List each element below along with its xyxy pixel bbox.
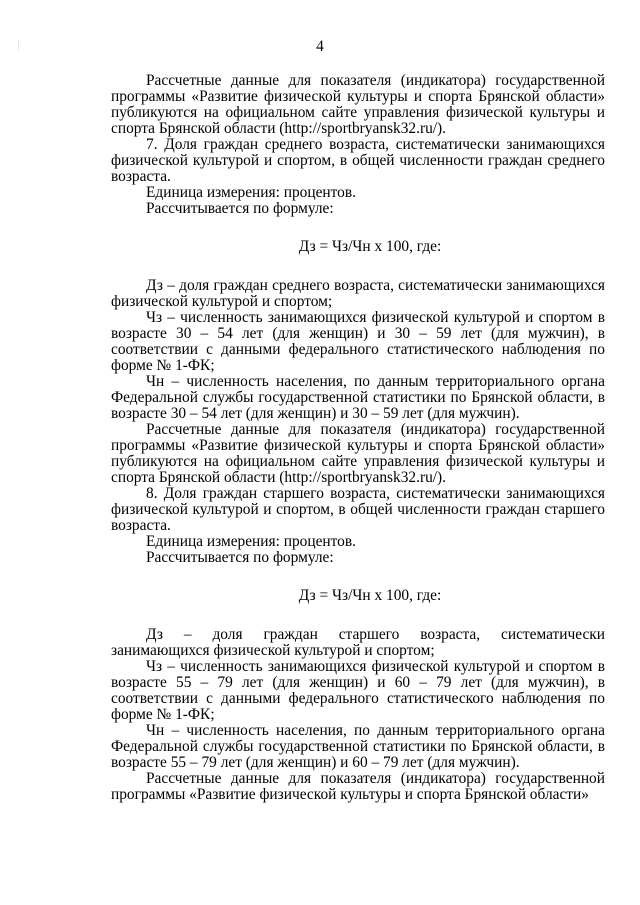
paragraph-unit: Единица измерения: процентов. [146, 184, 356, 201]
formula-2: Дз = Чз/Чн х 100, где: [298, 587, 442, 604]
paragraph-data-publication: Рассчетные данные для показателя (индикатора) государственной программы «Развитие физической культуры и спорта Брянской области» публикуются на официальном сайте управления физической культуры и спорта Брянской области (http://sportbryansk32.ru/). [111, 72, 605, 137]
paragraph-dz-definition: Дз – доля граждан старшего возраста, систематически занимающихся физической культурой и спортом; [111, 626, 605, 659]
document-body [111, 73, 605, 803]
paragraph-indicator-7: 7. Доля граждан среднего возраста, систематически занимающихся физической культурой и спортом, в общей численности граждан среднего возраста. [111, 136, 605, 185]
paragraph-data-publication: Рассчетные данные для показателя (индикатора) государственной программы «Развитие физической культуры и спорта Брянской области» публикуются на официальном сайте управления физической культуры и спорта Брянской области (http://sportbryansk32.ru/). [111, 421, 605, 486]
spacer [111, 566, 605, 588]
paragraph-formula-intro: Рассчитывается по формуле: [146, 549, 334, 566]
spacer [111, 604, 605, 627]
paragraph-unit: Единица измерения: процентов. [146, 533, 356, 550]
spacer [111, 217, 605, 239]
page-number: 4 [316, 38, 324, 55]
paragraph-chn-definition: Чн – численность населения, по данным территориального органа Федеральной службы государственной статистики по Брянской области, в возрасте 55 – 79 лет (для женщин) и 60 – 79 лет (для мужчин). [111, 722, 605, 771]
paragraph-chn-definition: Чн – численность населения, по данным территориального органа Федеральной службы государственной статистики по Брянской области, в возрасте 30 – 54 лет (для женщин) и 30 – 59 лет (для мужчин). [111, 373, 605, 422]
spacer [111, 255, 605, 278]
paragraph-chz-definition: Чз – численность занимающихся физической культурой и спортом в возрасте 55 – 79 лет (для женщин) и 60 – 79 лет (для мужчин), в соответствии с данными федерального статистического наблюдения по форме № 1-ФК; [111, 658, 605, 723]
paragraph-dz-definition: Дз – доля граждан среднего возраста, систематически занимающихся физической культурой и спортом; [111, 277, 605, 310]
paragraph-chz-definition: Чз – численность занимающихся физической культурой и спортом в возрасте 30 – 54 лет (для женщин) и 30 – 59 лет (для мужчин), в соответствии с данными федерального статистического наблюдения по форме № 1-ФК; [111, 309, 605, 374]
paragraph-formula-intro: Рассчитывается по формуле: [146, 200, 334, 217]
paragraph-data-publication: Рассчетные данные для показателя (индикатора) государственной программы «Развитие физической культуры и спорта Брянской области» [111, 770, 605, 803]
formula-1: Дз = Чз/Чн х 100, где: [298, 238, 442, 255]
paragraph-indicator-8: 8. Доля граждан старшего возраста, систематически занимающихся физической культурой и спортом, в общей численности граждан старшего возраста. [111, 485, 605, 534]
